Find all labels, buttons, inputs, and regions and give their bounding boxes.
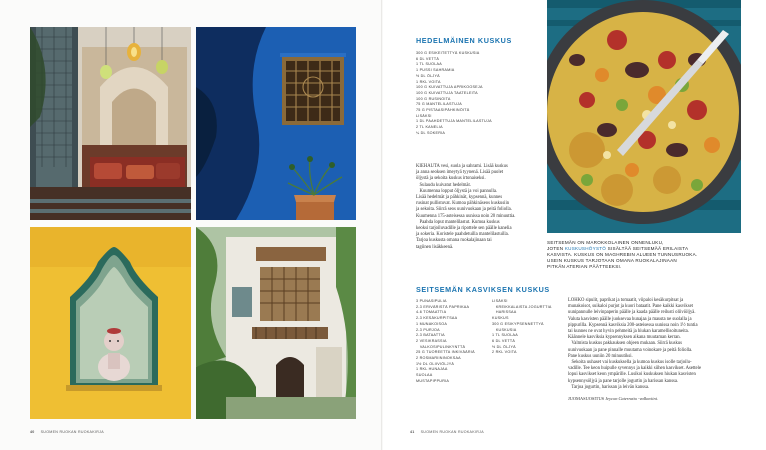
recipe1-ingredient: 2 TL KANELIA [416,125,443,130]
recipe2-method-line: tai kunnes ne ovat hyvin pehmeitä ja hiukan karamellisoituneita. [568,329,689,335]
recipe2-ingredient: 2-3 KESÄKURPITSAA [416,316,458,321]
recipe2-ingredients-column-2 [492,299,564,356]
recipe2-method-line: Pane kuskus uuniin 20 minuutiksi. [568,353,633,359]
recipe1-ingredient: ¼ DL SOKERIA [416,130,446,135]
recipe2-method-line: Sekoita uuhaset vai kuskuksella ja kumoa kuskus isolle tarjoilu- [568,360,692,366]
recipe2-ingredient: 25 G TUOREETTA INKIVÄÄRIÄ [416,350,475,355]
right-folio-title: SUOMEN RUOKAN RUOKAKIRJA [420,430,484,434]
recipe2-ingredient: KUSKUS [492,316,509,321]
recipe2-ingredient: 2 ROSMARIININOKSAA [416,356,461,361]
recipe2-ingredient: 1 TL SUOLAA [492,333,518,338]
recipe1-method-line: Paahda loput mantelilastut. Kumoa kuskus [416,219,500,225]
recipe2-method-line: vadille. Tee keon huipulle syvennys ja kaikki siihen kasvikset. Asettele [568,366,702,372]
right-folio [410,430,484,434]
wine-recommendation-label: JUOMASUOSITUS [568,396,605,401]
recipe1-method-line: Tarjoa kuskusta omana ruokalajinaan tai [416,238,492,244]
left-page-number: 40 [30,430,35,434]
recipe2-method-line: pippurilla. Kypsennä kasviksia 200-asteisessa uunissa noin 1½ tuntia [568,322,698,328]
recipe1-ingredient: 1 DL PAAHDETTUJA MANTELILASTUJA [416,119,492,124]
recipe2-ingredient: ½ DL ÖLJYÄ [492,344,516,349]
left-folio-title: SUOMEN RUOKAN RUOKAKIRJA [40,430,104,434]
recipe2-method-line: kypsennysöljyä ja pane tarjolle jogurtin ja harissan kanssa. [568,378,679,384]
right-page-number: 41 [410,430,415,434]
recipe1-ingredient: 100 G KUIVATTUJA APRIKOOSEJA [416,85,483,90]
recipe1-method-line: tagiinen lisäkkeenä. [416,244,454,250]
recipe1-method-line: Sulaudu kuivatut hedelmät. [416,182,471,188]
recipe1-method-line: rusinat pullistuvat. Kumoa pähkinäseos kuskusiin [416,201,510,207]
recipe2-ingredient: 2 RKL VOITA [492,350,517,355]
recipe2-ingredient: SUOLAA [416,373,433,378]
recipe2-ingredient: 2 VESIKRASSIA [416,338,447,343]
left-folio [30,430,104,434]
recipe2-method-line: lopui kasvikset keon ympärille. Lusikoi kuskuksen hiukan kasvisten [568,372,696,378]
recipe1-title: HEDELMÄINEN KUSKUS [416,36,512,45]
recipe1-method-line: öljystä ja sekoita kuskus irtonaiseksi. [416,176,486,182]
recipe2-ingredient: 1 MUNAKOISOA [416,321,448,326]
caption-line-3: KASVISTA. KUSKUS ON MAGHREBIN ALUEEN TUNNUSRUOKA. [547,252,698,258]
recipe2-ingredient: 2-3 BATAATTIA [416,333,445,338]
recipe1-method-line: Kuumenna 175-asteisessa uunissa noin 20 minuuttia. [416,213,516,219]
recipe2-ingredients-column-1 [416,299,488,385]
moroccan-courtyard-lanterns-photo [30,27,191,220]
wine-recommendation [568,396,658,401]
caption-line-4: USEIN KUSKUS TARJOTAAN OMANA RUOKALAJINAAN [547,258,677,264]
recipe2-ingredient: VALKOSIPULINKYNTTÄ [416,344,466,349]
recipe2-ingredient: 2-3 ERIVÄRISTÄ PAPRIKAA [416,304,470,309]
recipe2-method-line: uunivuokaan ja pane pinnalle muutama voinokare ja peitä foliolla. [568,347,693,353]
recipe2-method-line: LOHKO sipulit, paprikat ja tomaatit, viipaloi kesäkurpitsat ja [568,298,684,303]
recipe2-ingredient: 300 G ESIKYPSENNETTYÄ [492,321,544,326]
recipe2-ingredient: LISÄKSI [492,299,508,303]
recipe2-ingredient: 2-3 PURJOA [416,327,440,332]
recipe1-ingredient: ½ DL ÖLJYÄ [416,73,440,78]
recipe2-method [568,298,750,391]
recipe1-method-line: KIEHAUTA vesi, suola ja sahrami. Lisää kuskus [416,164,508,169]
recipe1-method-line: ja sekoita. Siirrä seos uunivuokaan ja peitä foliolla. [416,207,512,213]
recipe1-method-line: ja sokeria. Koristele paahdetuilla mantelilastuilla. [416,232,509,238]
recipe2-ingredient: KUSKUSIA [492,327,517,332]
recipe2-method-line: uunipannulle leivinpaperin päälle ja kaada päälle reilusti oliiviöljyä. [568,310,696,316]
recipe1-ingredient: 1 TL SUOLAA [416,62,442,67]
recipe1-ingredient: 75 G PISTAASIPÄHKINÖITÄ [416,108,470,113]
recipe1-ingredient: 100 G RUSINOITA [416,96,451,101]
recipe2-ingredient: KREIKKALAISTA JOGURTTIA [492,304,552,309]
white-riad-balconies-photo [196,227,356,419]
recipe2-method-line: Käännele kasviksia kypsennyksen aikana muutaman kerran. [568,335,681,341]
recipe2-ingredient: 4-6 TOMAATTIA [416,310,447,315]
recipe1-method-line: Kuumenna lopput öljystä ja voi pannulla. [416,188,498,194]
recipe2-ingredient: 1 RKL HUNAJAA [416,367,448,372]
recipe1-ingredient: LISÄKSI [416,113,432,118]
recipe2-ingredient: MUSTAPIPPURIA [416,378,450,383]
recipe1-method-line: ja anna seoksen imeytyä tyynenä. Lisää puolet [416,170,504,176]
recipe1-ingredient-list [416,51,526,137]
recipe1-ingredient: 1 RKL VOITA [416,79,441,84]
caption-line-1: SEITSEMÄN ON MAROKKOLAINEN ONNENLUKU, [547,240,664,245]
recipe2-ingredient: HARISSAA [492,310,517,315]
recipe2-ingredient: 3 PUNASIPULIA [416,299,447,303]
recipe2-method-line: Valuta kasvisten päälle juoksevaa hunajaa ja mausta ne suolalla ja [568,316,692,322]
food-photo-caption [547,240,743,270]
recipe2-method-line: Tarjoa jogurtin, harissan ja leivän kanssa. [568,384,650,390]
yellow-niche-figurine-photo [30,227,191,419]
recipe1-ingredient: 1 PUSSI SAHRAMIA [416,68,455,73]
recipe1-ingredient: 6 DL VETTÄ [416,56,440,61]
recipe2-method-line: Valmista kuskus pakkauksen ohjeen mukaan. Siirrä kuskus [568,341,682,347]
blue-wall-window-plants-photo [196,27,356,220]
caption-line-2-end: SISÄLTÄÄ SEITSEMÄÄ ERILAISTA [606,246,689,252]
caption-line-2-start: JOTEN [547,246,565,252]
recipe1-ingredient: 100 G KUIVATTUJA TAATELEITA [416,90,478,95]
recipe2-ingredient: 6 DL VETTÄ [492,338,516,343]
recipe2-title: SEITSEMÄN KASVIKSEN KUSKUS [416,285,550,294]
recipe1-method [416,164,544,251]
recipe1-method-line: keoksi tarjoiluvadille ja ripottele sen päälle kanelia [416,226,512,232]
wine-recommendation-name: Jeycon Caterratto -valkoviini. [605,396,659,401]
recipe2-method-line: munakoisot, suikaloi purjot ja kuori bataatit. Pane kaikki kasvikset [568,304,693,310]
recipe1-ingredient: 75 G MANTELILASTUJA [416,102,462,107]
recipe1-ingredient: 300 G ESIKEITETTYÄ KUSKUSIA [416,51,480,55]
recipe1-method-line: Lisää hedelmät ja pähkinät, kypsennä, kunnes [416,195,503,201]
caption-highlight-link[interactable]: KUSKUSHÖYSTÖ [564,246,607,252]
recipe2-ingredient: 1½ DL OLIIVIÖLJYÄ [416,361,455,366]
caption-line-5: PITKÄN ATERIAN PÄÄTTEEKSI. [547,264,622,270]
vegetable-couscous-dish-photo [547,0,741,233]
